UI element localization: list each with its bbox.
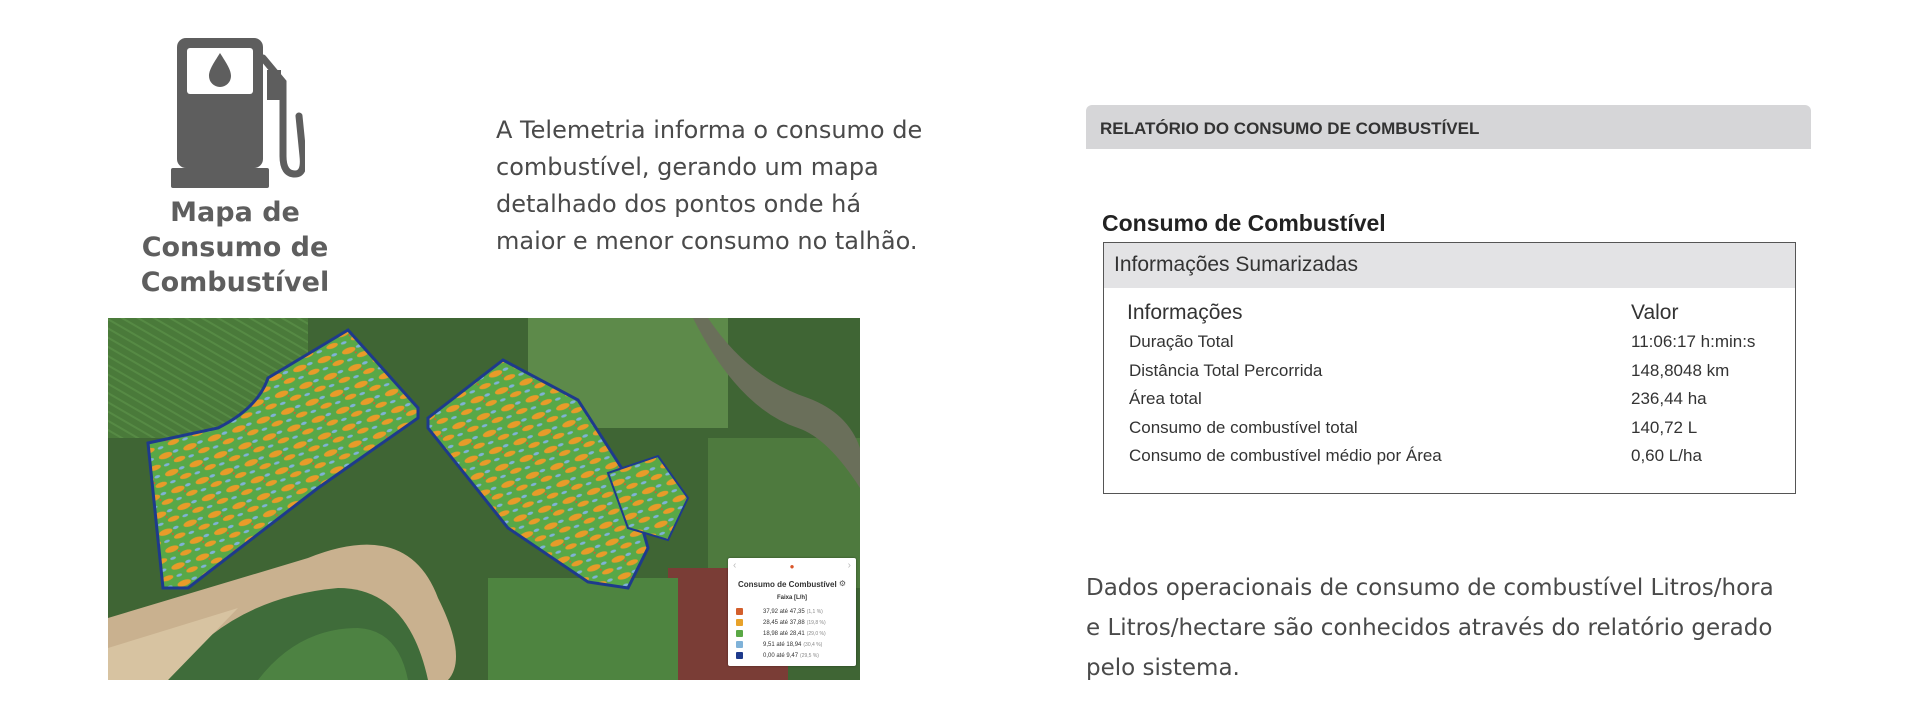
footer-text: Dados operacionais de consumo de combustível Litros/hora e Litros/hectare são conhecidos através do relatório gerado pelo sistema. — [1086, 575, 1774, 681]
table-row: Distância Total Percorrida 148,8048 km — [1129, 360, 1730, 380]
legend-title: Consumo de Combustível — [738, 580, 837, 589]
legend-item: 37,92 até 47,35 (1,1 %) — [736, 606, 852, 617]
legend-next-icon[interactable]: › — [847, 560, 851, 571]
legend-swatch — [736, 619, 743, 626]
column-header-info: Informações — [1127, 301, 1243, 324]
map-legend — [728, 558, 856, 666]
legend-item: 9,51 até 18,94 (30,4 %) — [736, 639, 852, 650]
table-row: Duração Total 11:06:17 h:min:s — [1129, 332, 1756, 351]
fuel-pump-icon — [165, 36, 305, 194]
fuel-consumption-map[interactable] — [108, 318, 860, 680]
legend-page-dots[interactable]: ● — [789, 562, 795, 571]
legend-item: 18,98 até 28,41 (29,0 %) — [736, 628, 852, 639]
gear-icon[interactable]: ⚙ — [838, 579, 846, 588]
legend-swatch — [736, 630, 743, 637]
intro-text: A Telemetria informa o consumo de combustível, gerando um mapa detalhado dos pontos onde há maior e menor consumo no talhão. — [496, 116, 923, 255]
column-header-value: Valor — [1631, 301, 1679, 324]
summary-rows — [1104, 332, 1795, 475]
legend-subtitle: Faixa [L/h] — [776, 595, 807, 601]
table-row: Consumo de combustível total 140,72 L — [1129, 417, 1698, 437]
legend-swatch — [736, 608, 743, 615]
legend-swatch — [736, 641, 743, 648]
feature-title: Mapa de Consumo de Combustível — [140, 197, 330, 298]
legend-prev-icon[interactable]: ‹ — [733, 560, 737, 571]
report-title: Consumo de Combustível — [1102, 210, 1386, 236]
legend-list — [736, 606, 852, 661]
table-row: Consumo de combustível médio por Área 0,60 L/ha — [1129, 446, 1702, 465]
legend-item: 0,00 até 9,47 (29,5 %) — [736, 650, 852, 661]
report-header: RELATÓRIO DO CONSUMO DE COMBUSTÍVEL — [1086, 105, 1811, 149]
legend-item: 28,45 até 37,88 (19,8 %) — [736, 617, 852, 628]
summary-table — [1103, 242, 1796, 494]
table-row: Área total 236,44 ha — [1129, 389, 1707, 408]
legend-swatch — [736, 652, 743, 659]
summary-title: Informações Sumarizadas — [1104, 243, 1795, 288]
